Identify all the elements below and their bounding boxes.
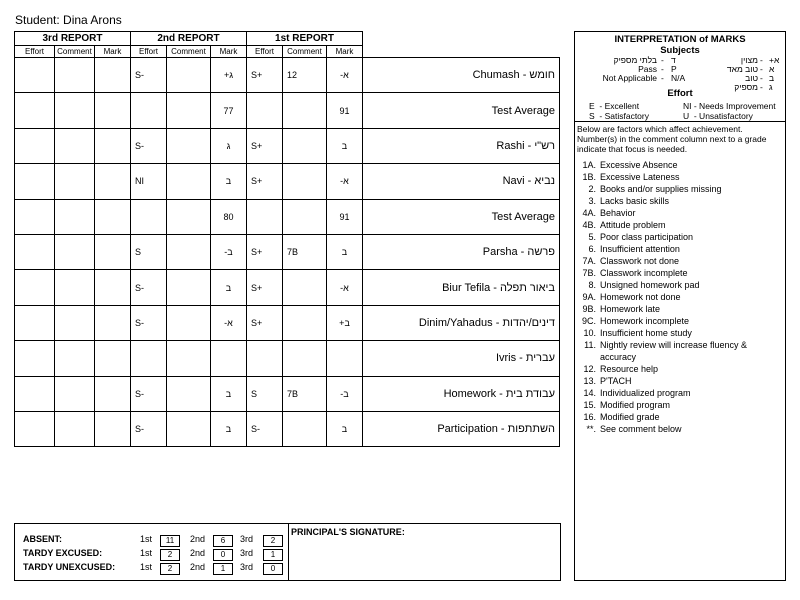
- effort-cell: [131, 199, 167, 234]
- subject-name: Homework - עבודת בית: [363, 376, 560, 411]
- attendance-report-label: 3rd: [240, 534, 254, 544]
- student-label: Student:: [15, 13, 60, 27]
- factor-number: 14.: [583, 388, 596, 398]
- mark-cell: -ב: [211, 234, 247, 269]
- table-row: [15, 164, 560, 199]
- factor-text: Attitude problem: [600, 220, 666, 230]
- comment-cell: [283, 341, 327, 376]
- factor-number: 10.: [583, 328, 596, 338]
- mark-cell: [95, 411, 131, 446]
- comment-cell: [55, 341, 95, 376]
- effort-cell: [15, 234, 55, 269]
- factor-item: [575, 387, 785, 399]
- effort-cell: S+: [247, 270, 283, 305]
- factor-number: 16.: [583, 412, 596, 422]
- mark-cell: [95, 376, 131, 411]
- comment-cell: [167, 128, 211, 163]
- factor-number: **.: [586, 424, 596, 434]
- legend-subject-text: טוב מאד: [726, 64, 758, 74]
- factor-number: 6.: [588, 244, 596, 254]
- comment-cell: [167, 93, 211, 128]
- factor-item: [575, 303, 785, 315]
- factor-text: Modified program: [600, 400, 671, 410]
- mark-cell: [95, 305, 131, 340]
- legend-separator: -: [661, 55, 664, 65]
- mark-cell: 91: [327, 93, 363, 128]
- effort-cell: S-: [131, 411, 167, 446]
- effort-cell: S+: [247, 234, 283, 269]
- effort-cell: [15, 341, 55, 376]
- header-spacer: [363, 32, 560, 46]
- factor-number: 4A.: [582, 208, 596, 218]
- factor-number: 4B.: [582, 220, 596, 230]
- factor-text: Individualized program: [600, 388, 691, 398]
- mark-cell: 91: [327, 199, 363, 234]
- attendance-report-label: 1st: [140, 562, 153, 572]
- effort-cell: [15, 128, 55, 163]
- mark-cell: ב: [327, 128, 363, 163]
- factor-number: 15.: [583, 400, 596, 410]
- legend-subject-code: ב: [769, 73, 775, 83]
- comment-cell: 12: [283, 58, 327, 93]
- effort-cell: S-: [131, 270, 167, 305]
- report-header: 3rd REPORT: [15, 32, 131, 46]
- table-row: [15, 234, 560, 269]
- factor-number: 1B.: [582, 172, 596, 182]
- table-row: [15, 58, 560, 93]
- factor-text: Homework late: [600, 304, 661, 314]
- mark-cell: -א: [211, 305, 247, 340]
- effort-cell: [131, 93, 167, 128]
- comment-cell: [283, 164, 327, 199]
- effort-cell: S+: [247, 128, 283, 163]
- factor-item: [575, 255, 785, 267]
- comment-cell: [55, 58, 95, 93]
- factor-item: [575, 243, 785, 255]
- legend-subject-text: מצוין: [740, 55, 758, 65]
- table-row: [15, 305, 560, 340]
- subject-name: Test Average: [363, 93, 560, 128]
- subject-name: Participation - השתתפות: [363, 411, 560, 446]
- column-header: Mark: [327, 46, 363, 58]
- factor-text: Excessive Absence: [600, 160, 678, 170]
- comment-cell: [55, 411, 95, 446]
- student-name: Dina Arons: [63, 13, 122, 27]
- table-row: [15, 128, 560, 163]
- attendance-report-label: 3rd: [240, 562, 254, 572]
- mark-cell: [95, 128, 131, 163]
- marks-legend: [575, 32, 785, 122]
- legend-subject-text: בלתי מספיק: [613, 55, 657, 65]
- subject-name: Dinim/Yahadus - דינים/יהדות: [363, 305, 560, 340]
- mark-cell: ב: [211, 270, 247, 305]
- comment-cell: [167, 376, 211, 411]
- mark-cell: ב: [211, 164, 247, 199]
- attendance-value: 2: [160, 549, 180, 561]
- legend-effort-entry: NI - Needs Improvement: [683, 101, 776, 111]
- table-row: [15, 93, 560, 128]
- grades-table: [14, 31, 560, 447]
- effort-cell: [15, 164, 55, 199]
- factor-text: Resource help: [600, 364, 659, 374]
- legend-subject-code: +א: [769, 55, 780, 65]
- effort-cell: [131, 341, 167, 376]
- legend-subject-code: P: [671, 64, 677, 74]
- attendance-report-label: 2nd: [190, 548, 206, 558]
- factor-number: 7B.: [582, 268, 596, 278]
- comment-cell: [167, 270, 211, 305]
- attendance-value: 11: [160, 535, 180, 547]
- factors-intro: Below are factors which affect achievement. Number(s) in the comment column next to a grade indicate that focus is needed.: [577, 124, 767, 154]
- attendance-value: 2: [263, 535, 283, 547]
- factor-item: [575, 267, 785, 279]
- legend-subject-code: ג: [769, 82, 773, 92]
- table-row: [15, 270, 560, 305]
- mark-cell: [95, 164, 131, 199]
- factor-number: 1A.: [582, 160, 596, 170]
- mark-cell: [95, 93, 131, 128]
- factor-item: [575, 291, 785, 303]
- attendance-report-label: 1st: [140, 534, 153, 544]
- column-header: Comment: [55, 46, 95, 58]
- effort-cell: [15, 376, 55, 411]
- factor-number: 7A.: [582, 256, 596, 266]
- legend-separator: -: [661, 73, 664, 83]
- effort-cell: S-: [131, 128, 167, 163]
- subject-name: Navi - נביא: [363, 164, 560, 199]
- comment-cell: [167, 58, 211, 93]
- factor-text: Unsigned homework pad: [600, 280, 700, 290]
- comment-cell: [283, 411, 327, 446]
- subject-name: Biur Tefila - ביאור תפלה: [363, 270, 560, 305]
- legend-title: INTERPRETATION of MARKS: [614, 34, 746, 45]
- legend-subject-text: טוב: [745, 73, 758, 83]
- factor-number: 12.: [583, 364, 596, 374]
- report-header: 2nd REPORT: [131, 32, 247, 46]
- table-row: [15, 199, 560, 234]
- table-row: [15, 411, 560, 446]
- factor-text: Classwork not done: [600, 256, 680, 266]
- mark-cell: [95, 199, 131, 234]
- comment-cell: [55, 376, 95, 411]
- attendance-report-label: 2nd: [190, 562, 206, 572]
- legend-subjects-title: Subjects: [660, 45, 700, 56]
- comment-cell: [55, 128, 95, 163]
- mark-cell: ב: [327, 234, 363, 269]
- factor-item: [575, 183, 785, 195]
- student-line: [15, 13, 122, 27]
- column-header: Mark: [95, 46, 131, 58]
- factor-text: Lacks basic skills: [600, 196, 670, 206]
- effort-cell: [15, 411, 55, 446]
- comment-cell: [283, 199, 327, 234]
- effort-cell: S+: [247, 58, 283, 93]
- attendance-value: 2: [160, 563, 180, 575]
- legend-subject-text: Pass: [638, 64, 657, 74]
- attendance-value: 0: [263, 563, 283, 575]
- factor-item: [575, 279, 785, 291]
- effort-cell: [15, 58, 55, 93]
- factor-text: Modified grade: [600, 412, 660, 422]
- mark-cell: 80: [211, 199, 247, 234]
- mark-cell: ב: [327, 411, 363, 446]
- factor-item: [575, 195, 785, 207]
- factor-text: Classwork incomplete: [600, 268, 688, 278]
- mark-cell: +ג: [211, 58, 247, 93]
- mark-cell: ב: [211, 411, 247, 446]
- effort-cell: S+: [247, 305, 283, 340]
- comment-cell: [55, 164, 95, 199]
- legend-separator: -: [760, 55, 763, 65]
- principal-signature-box: [288, 523, 561, 581]
- factor-number: 13.: [583, 376, 596, 386]
- comment-cell: [283, 93, 327, 128]
- interpretation-panel: [574, 31, 786, 581]
- attendance-value: 0: [213, 549, 233, 561]
- attendance-report-label: 2nd: [190, 534, 206, 544]
- effort-cell: S-: [131, 305, 167, 340]
- effort-cell: [247, 93, 283, 128]
- factor-item: [575, 327, 785, 339]
- comment-cell: 7B: [283, 234, 327, 269]
- factor-item: [575, 159, 785, 171]
- comment-cell: [283, 305, 327, 340]
- factor-item: [575, 219, 785, 231]
- factor-text: Insufficient attention: [600, 244, 680, 254]
- attendance-label: TARDY UNEXCUSED:: [23, 562, 116, 572]
- column-header: Effort: [131, 46, 167, 58]
- factor-number: 9B.: [582, 304, 596, 314]
- column-header: Effort: [15, 46, 55, 58]
- principal-signature-label: PRINCIPAL'S SIGNATURE:: [291, 527, 405, 537]
- effort-cell: [15, 305, 55, 340]
- factors-list: [575, 159, 785, 435]
- legend-separator: -: [661, 64, 664, 74]
- mark-cell: [95, 234, 131, 269]
- comment-cell: [167, 164, 211, 199]
- factor-item: [575, 171, 785, 183]
- legend-subject-code: א: [769, 64, 775, 74]
- attendance-report-label: 1st: [140, 548, 153, 558]
- effort-cell: [247, 199, 283, 234]
- effort-cell: S: [247, 376, 283, 411]
- effort-cell: [247, 341, 283, 376]
- factor-number: 8.: [588, 280, 596, 290]
- factor-text: See comment below: [600, 424, 682, 434]
- legend-effort-entry: S - Satisfactory: [589, 111, 649, 121]
- comment-cell: [55, 93, 95, 128]
- factor-text: P'TACH: [600, 376, 632, 386]
- comment-cell: [167, 341, 211, 376]
- table-row: [15, 341, 560, 376]
- effort-cell: S: [131, 234, 167, 269]
- mark-cell: [211, 341, 247, 376]
- factor-item: [575, 411, 785, 423]
- factor-item: [575, 231, 785, 243]
- comment-cell: [167, 199, 211, 234]
- subject-name: Ivris - עברית: [363, 341, 560, 376]
- column-header: Effort: [247, 46, 283, 58]
- subject-name: Parsha - פרשה: [363, 234, 560, 269]
- legend-subject-text: מספיק: [734, 82, 758, 92]
- column-header: Mark: [211, 46, 247, 58]
- factor-text: Poor class participation: [600, 232, 694, 242]
- factor-text: Insufficient home study: [600, 328, 692, 338]
- mark-cell: [95, 341, 131, 376]
- report-header: 1st REPORT: [247, 32, 363, 46]
- mark-cell: 77: [211, 93, 247, 128]
- factor-number: 9C.: [581, 316, 596, 326]
- comment-cell: [55, 305, 95, 340]
- effort-cell: [15, 93, 55, 128]
- factor-item: [575, 363, 785, 375]
- factor-number: 3.: [588, 196, 596, 206]
- mark-cell: -ב: [327, 376, 363, 411]
- effort-cell: S-: [247, 411, 283, 446]
- mark-cell: -א: [327, 58, 363, 93]
- report-header-row: [15, 32, 560, 46]
- factor-number: 9A.: [582, 292, 596, 302]
- column-header-row: [15, 46, 560, 58]
- factor-text: Homework not done: [600, 292, 681, 302]
- factor-item: [575, 399, 785, 411]
- attendance-label: ABSENT:: [23, 534, 63, 544]
- effort-cell: S+: [247, 164, 283, 199]
- legend-effort-entry: E - Excellent: [589, 101, 640, 111]
- factor-text: Behavior: [600, 208, 636, 218]
- attendance-value: 1: [213, 563, 233, 575]
- factor-number: 2.: [588, 184, 596, 194]
- column-header: Comment: [167, 46, 211, 58]
- comment-cell: [55, 199, 95, 234]
- effort-cell: [15, 270, 55, 305]
- comment-cell: [55, 270, 95, 305]
- mark-cell: [95, 270, 131, 305]
- factor-text: Books and/or supplies missing: [600, 184, 722, 194]
- effort-cell: S-: [131, 376, 167, 411]
- mark-cell: -א: [327, 164, 363, 199]
- legend-separator: -: [760, 82, 763, 92]
- comment-cell: [167, 234, 211, 269]
- comment-cell: [283, 270, 327, 305]
- factor-number: 11.: [584, 340, 596, 350]
- mark-cell: [327, 341, 363, 376]
- comment-cell: [283, 128, 327, 163]
- column-header: Comment: [283, 46, 327, 58]
- mark-cell: -א: [327, 270, 363, 305]
- factor-text: Homework incomplete: [600, 316, 690, 326]
- mark-cell: [95, 58, 131, 93]
- header-spacer: [363, 46, 560, 58]
- comment-cell: [167, 411, 211, 446]
- comment-cell: [167, 305, 211, 340]
- factor-item: [575, 423, 785, 435]
- effort-cell: NI: [131, 164, 167, 199]
- attendance-report-label: 3rd: [240, 548, 254, 558]
- attendance-label: TARDY EXCUSED:: [23, 548, 103, 558]
- subject-name: Test Average: [363, 199, 560, 234]
- factor-text: Excessive Lateness: [600, 172, 680, 182]
- effort-cell: S-: [131, 58, 167, 93]
- factor-item: [575, 207, 785, 219]
- mark-cell: ב: [211, 376, 247, 411]
- legend-effort-entry: U - Unsatisfactory: [683, 111, 753, 121]
- comment-cell: 7B: [283, 376, 327, 411]
- legend-subject-text: Not Applicable: [602, 73, 657, 83]
- factor-item: [575, 315, 785, 327]
- factor-number: 5.: [588, 232, 596, 242]
- legend-separator: -: [760, 64, 763, 74]
- mark-cell: ג: [211, 128, 247, 163]
- mark-cell: +ב: [327, 305, 363, 340]
- factor-item: [575, 339, 785, 363]
- factor-text: Nightly review will increase fluency & accuracy: [600, 340, 748, 362]
- subject-name: Rashi - רש"י: [363, 128, 560, 163]
- legend-separator: -: [760, 73, 763, 83]
- legend-subject-code: N/A: [671, 73, 686, 83]
- legend-subject-code: ד: [671, 55, 676, 65]
- table-row: [15, 376, 560, 411]
- attendance-value: 1: [263, 549, 283, 561]
- subject-name: Chumash - חומש: [363, 58, 560, 93]
- attendance-value: 6: [213, 535, 233, 547]
- effort-cell: [15, 199, 55, 234]
- attendance-box: [14, 523, 289, 581]
- factor-item: [575, 375, 785, 387]
- comment-cell: [55, 234, 95, 269]
- legend-effort-title: Effort: [667, 88, 693, 99]
